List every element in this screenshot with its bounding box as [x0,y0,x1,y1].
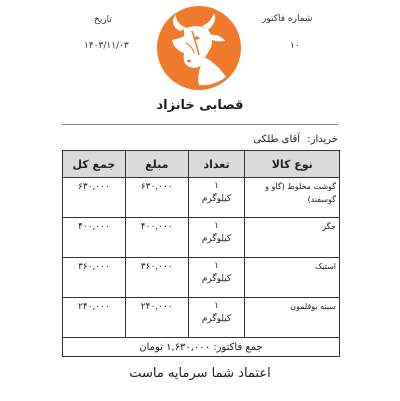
column-header-price: مبلغ [125,151,188,178]
table-row [63,218,340,258]
shop-name: قصابی خانزاد [156,98,244,113]
qty-unit: کیلوگرم [201,314,232,324]
qty-unit: کیلوگرم [201,234,232,244]
item-name: استیک [245,258,340,298]
date-label: تاریخ [94,15,112,25]
invoice-total-row [63,338,340,357]
item-qty [188,258,245,298]
item-total: ۶۳۰,۰۰۰ [63,178,126,218]
invoice-total: جمع فاکتور: ۱,۶۳۰,۰۰۰ تومان [63,338,340,357]
qty-number: ۱ [214,301,219,311]
item-price: ۴۰۰,۰۰۰ [125,218,188,258]
invoice-number-label: شماره فاکتور [262,14,313,24]
item-qty [188,178,245,218]
invoice-number: ۱۰ [290,41,300,51]
item-price: ۲۴۰,۰۰۰ [125,298,188,338]
item-qty [188,218,245,258]
item-name: سینه بوقلمون [245,298,340,338]
table-header-row [63,151,340,178]
invoice-date: ۱۴۰۳/۱۱/۰۳ [84,41,129,51]
column-header-qty: تعداد [188,151,245,178]
item-total: ۲۴۰,۰۰۰ [63,298,126,338]
item-price: ۶۳۰,۰۰۰ [125,178,188,218]
column-header-total: جمع کل [63,151,126,178]
item-total: ۴۰۰,۰۰۰ [63,218,126,258]
table-row [63,298,340,338]
item-name: جگر [245,218,340,258]
item-total: ۳۶۰,۰۰۰ [63,258,126,298]
buyer-name: آقای طلکی [253,134,301,145]
item-name: گوشت مخلوط (گاو و گوسفند) [245,178,340,218]
qty-unit: کیلوگرم [201,274,232,284]
qty-number: ۱ [214,261,219,271]
tagline: اعتماد شما سرمایه ماست [129,366,271,381]
divider [62,124,338,125]
item-qty [188,298,245,338]
qty-number: ۱ [214,181,219,191]
item-price: ۳۶۰,۰۰۰ [125,258,188,298]
buyer-info [253,134,338,145]
qty-number: ۱ [214,221,219,231]
qty-unit: کیلوگرم [201,194,232,204]
table-row [63,178,340,218]
table-row [63,258,340,298]
invoice-table [62,150,340,357]
buyer-label: خریدار: [307,134,338,145]
cow-head-icon [156,5,242,91]
column-header-item: نوع کالا [245,151,340,178]
